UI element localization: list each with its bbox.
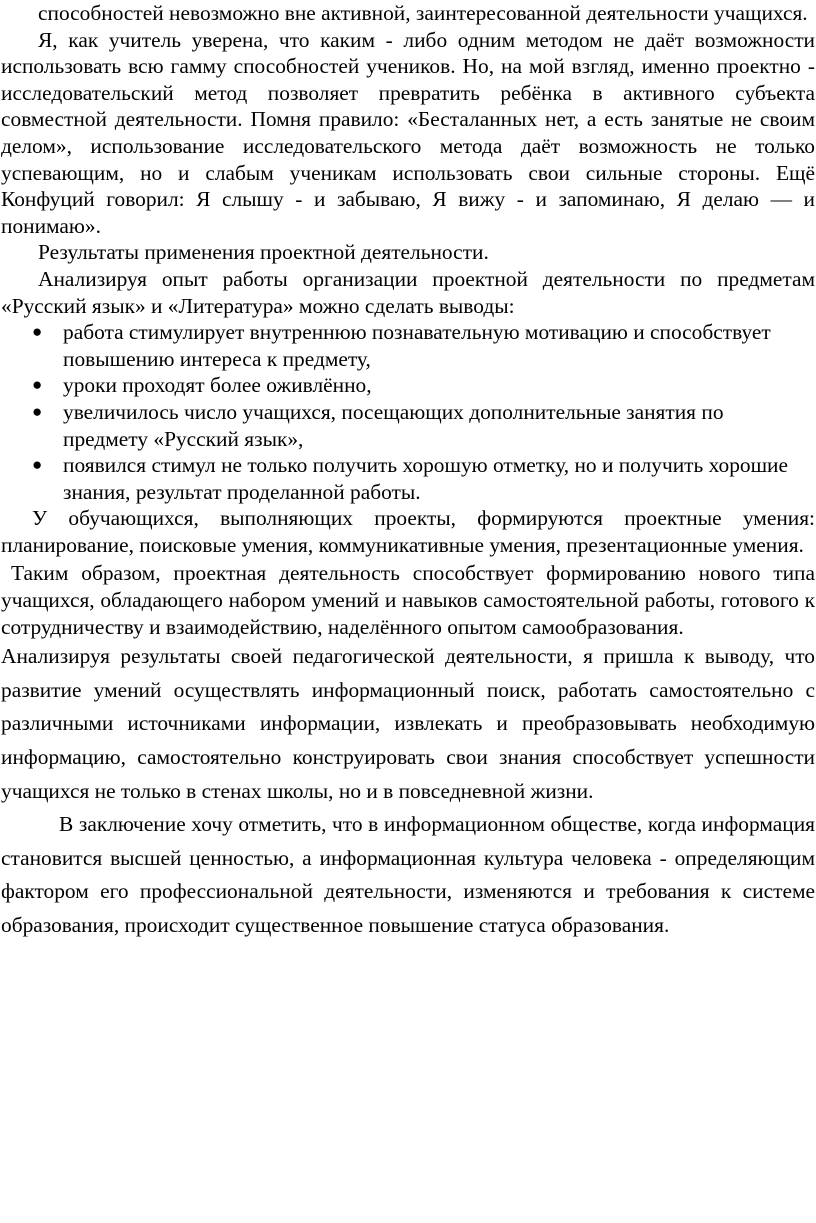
paragraph-conclusion: В заключение хочу отметить, что в информационном обществе, когда информация становится высшей ценностью, а информационная культура человека - определяющим фактором его профессиональной деятельности, изменяются и требования к системе образования, происходит существенное повышение статуса образования.	[1, 812, 815, 937]
list-item	[32, 452, 815, 505]
bullet-icon: ●	[32, 322, 43, 342]
list-item-text: уроки проходят более оживлённо,	[63, 373, 372, 398]
bullet-icon: ●	[32, 401, 43, 421]
list-item	[32, 399, 815, 452]
list-item	[32, 372, 815, 399]
paragraph-analysis-intro: Анализируя опыт работы организации проектной деятельности по предметам «Русский язык» и «Литература» можно сделать выводы:	[1, 266, 815, 318]
list-item-text: увеличилось число учащихся, посещающих дополнительные занятия по предмету «Русский язык»,	[63, 399, 724, 451]
section-heading-results: Результаты применения проектной деятельности.	[38, 240, 489, 265]
bullet-icon: ●	[32, 375, 43, 395]
list-item	[32, 319, 815, 372]
bullet-icon: ●	[32, 455, 43, 475]
list-item-text: появился стимул не только получить хорошую отметку, но и получить хорошие знания, результат проделанной работы.	[63, 453, 789, 504]
paragraph-continuation: способностей невозможно вне активной, заинтересованной деятельности учащихся.	[38, 1, 808, 25]
list-item-text: работа стимулирует внутреннюю познавательную мотивацию и способствует повышению интереса к предмету,	[63, 320, 771, 371]
paragraph-teacher-opinion: Я, как учитель уверена, что каким - либо одним методом не даёт возможности использовать всю гамму способностей учеников. Но, на мой взгляд, именно проектно - исследовательский метод позволяет превратить ребёнка в активного субъекта совместной деятельности. Помня правило: «Бесталанных нет, а есть занятые не своим делом», использование исследовательского метода даёт возможность не только успевающим, но и слабым ученикам использовать свои сильные стороны. Ещё Конфуций говорил: Я слышу - и забываю, Я вижу - и запоминаю, Я делаю — и понимаю».	[1, 27, 815, 238]
paragraph-pedagogical-results: Анализируя результаты своей педагогической деятельности, я пришла к выводу, что развитие умений осуществлять информационный поиск, работать самостоятельно с различными источниками информации, извлекать и преобразовывать необходимую информацию, самостоятельно конструировать свои знания способствует успешности учащихся не только в стенах школы, но и в повседневной жизни.	[1, 644, 815, 803]
paragraph-project-skills: У обучающихся, выполняющих проекты, формируются проектные умения: планирование, поисковые умения, коммуникативные умения, презентационные умения.	[1, 506, 815, 557]
conclusions-list	[1, 319, 815, 505]
paragraph-summary: Таким образом, проектная деятельность способствует формированию нового типа учащихся, обладающего набором умений и навыков самостоятельной работы, готового к сотрудничеству и взаимодействию, наделённого опытом самообразования.	[1, 561, 815, 639]
